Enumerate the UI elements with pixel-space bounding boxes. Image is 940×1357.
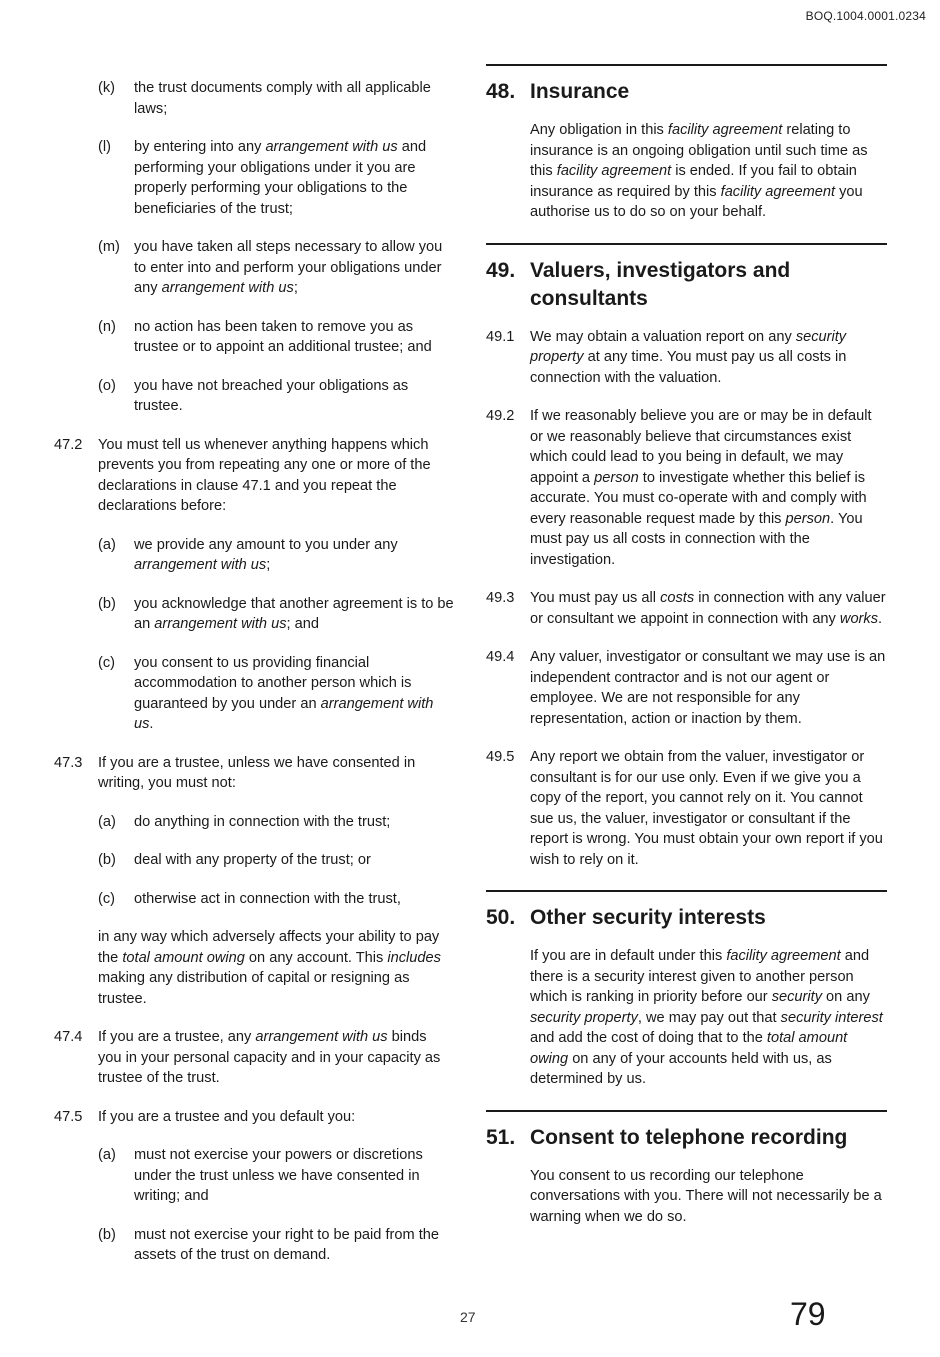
clause: [486, 588, 887, 629]
list-item-text: by entering into any arrangement with us and performing your obligations under it you are properly performing your obligations to the beneficiaries of the trust;: [134, 139, 427, 217]
clause-47-2: [54, 435, 454, 517]
clause-text: We may obtain a valuation report on any security property at any time. You must pay us all costs in connection with the valuation.: [530, 328, 847, 386]
section-body: If you are in default under this facility agreement and there is a security interest given to another person which is ranking in priority before our security on any security property, we may pay out that security interest and add the cost of doing that to the total amount owing on any of your accounts held with us, as determined by us.: [530, 948, 883, 1087]
list-item-text: deal with any property of the trust; or: [134, 852, 371, 868]
list-item-text: the trust documents comply with all applicable laws;: [134, 80, 431, 117]
clause-text: If you are a trustee, unless we have consented in writing, you must not:: [98, 754, 416, 791]
right-column: [486, 64, 887, 1247]
list-item-label: (c): [98, 890, 116, 907]
section-heading: [486, 1124, 887, 1152]
section-title: Insurance: [530, 80, 630, 103]
clause-47-5: [54, 1107, 454, 1128]
list-item-label: (b): [98, 595, 116, 612]
clause-text: You must tell us whenever anything happens which prevents you from repeating any one or more of the declarations in clause 47.1 and you repeat the declarations before:: [98, 436, 431, 514]
section-heading: [486, 904, 887, 932]
clause-471-continued-list: [54, 78, 454, 417]
list-item-text: you have taken all steps necessary to allow you to enter into and perform your obligations under any arrangement with us;: [134, 239, 443, 296]
page-number: 27: [460, 1309, 476, 1325]
section-number: 51.: [486, 1125, 516, 1149]
section-number: 49.: [486, 258, 516, 282]
section-title: Other security interests: [530, 906, 766, 929]
section-49-clauses: [486, 327, 887, 871]
list-item: [54, 137, 454, 219]
list-item-text: you have not breached your obligations as trustee.: [134, 377, 409, 414]
clause-number: 49.5: [486, 749, 515, 765]
section-48-insurance: [486, 64, 887, 223]
list-item: [54, 812, 454, 833]
clause-47-3-list: [54, 812, 454, 910]
clause-number: 49.3: [486, 590, 515, 606]
clause: [486, 747, 887, 870]
list-item: [54, 237, 454, 299]
section-49-valuers: [486, 243, 887, 871]
clause-number: 47.5: [54, 1108, 83, 1125]
clause-47-3-tail: in any way which adversely affects your ability to pay the total amount owing on any account. This includes making any distribution of capital or resigning as trustee.: [98, 929, 441, 1007]
list-item-label: (l): [98, 139, 111, 155]
clause-text: If you are a trustee, any arrangement with us binds you in your personal capacity and in your capacity as trustee of the trust.: [98, 1029, 441, 1086]
list-item-label: (a): [98, 813, 116, 830]
section-title: Valuers, investigators and consultants: [530, 258, 791, 310]
section-title: Consent to telephone recording: [530, 1125, 848, 1149]
clause-47-3: [54, 753, 454, 794]
list-item: [54, 1145, 454, 1207]
document-reference: BOQ.1004.0001.0234: [805, 9, 926, 23]
list-item: [54, 653, 454, 735]
clause-47-5-list: [54, 1145, 454, 1266]
list-item: [54, 850, 454, 871]
list-item-text: you consent to us providing financial accommodation to another person which is guaranteed by you under an arrangement with us.: [134, 654, 434, 732]
section-number: 50.: [486, 906, 516, 929]
list-item-label: (b): [98, 1226, 116, 1243]
clause-number: 49.2: [486, 408, 515, 424]
list-item-text: we provide any amount to you under any arrangement with us;: [134, 536, 398, 573]
list-item-label: (n): [98, 318, 116, 335]
list-item-text: must not exercise your right to be paid from the assets of the trust on demand.: [134, 1226, 439, 1263]
clause-text: Any valuer, investigator or consultant we may use is an independent contractor and is not our agent or employee. We are not responsible for any representation, action or inaction by them.: [530, 649, 886, 727]
section-51-telephone-recording: [486, 1110, 887, 1228]
clause-number: 49.4: [486, 649, 515, 665]
list-item-label: (c): [98, 654, 116, 671]
section-number: 48.: [486, 80, 516, 103]
list-item-label: (k): [98, 80, 116, 96]
list-item-text: you acknowledge that another agreement is to be an arrangement with us; and: [134, 595, 454, 632]
list-item: [54, 78, 454, 119]
list-item: [54, 889, 454, 910]
clause-text: You must pay us all costs in connection with any valuer or consultant we appoint in connection with any works.: [530, 590, 886, 627]
list-item: [54, 535, 454, 576]
list-item: [54, 376, 454, 417]
clause: [486, 327, 887, 389]
list-item-label: (a): [98, 536, 116, 553]
clause: [486, 406, 887, 570]
document-page-number: 79: [790, 1296, 826, 1332]
list-item: [54, 594, 454, 635]
list-item-label: (b): [98, 852, 116, 868]
section-heading: [486, 257, 887, 313]
clause-number: 49.1: [486, 328, 515, 345]
section-body: Any obligation in this facility agreement relating to insurance is an ongoing obligation until such time as this facility agreement is ended. If you fail to obtain insurance as required by this facility agreement you authorise us to do so on your behalf.: [530, 122, 868, 220]
list-item: [54, 1225, 454, 1266]
clause-47-2-list: [54, 535, 454, 735]
list-item: [54, 317, 454, 358]
section-body: You consent to us recording our telephone conversations with you. There will not necessarily be a warning when we do so.: [530, 1167, 882, 1225]
list-item-label: (m): [98, 239, 120, 255]
list-item-text: otherwise act in connection with the trust,: [134, 890, 401, 907]
clause-text: If we reasonably believe you are or may be in default or we reasonably believe that circumstances exist which could lead to you being in default, we may appoint a person to investigate whether this belief is accurate. You must co-operate with and comply with every reasonable request made by this person. You must pay us all costs in connection with the investigation.: [530, 408, 872, 568]
list-item-label: (o): [98, 377, 116, 394]
clause-number: 47.3: [54, 754, 83, 771]
clause-47-4: [54, 1027, 454, 1089]
clause-text: Any report we obtain from the valuer, investigator or consultant is for our use only. Even if we give you a copy of the report, you cannot rely on it. You cannot sue us, the valuer, investigator or consultant if the report is wrong. You must obtain your own report if you wish to rely on it.: [530, 749, 883, 868]
list-item-text: no action has been taken to remove you as trustee or to appoint an additional trustee; and: [134, 318, 432, 355]
clause: [486, 647, 887, 729]
clause-number: 47.2: [54, 436, 83, 453]
section-50-other-security: [486, 890, 887, 1090]
list-item-label: (a): [98, 1147, 116, 1163]
section-heading: [486, 78, 887, 106]
list-item-text: must not exercise your powers or discretions under the trust unless we have consented in writing; and: [134, 1147, 423, 1204]
clause-text: If you are a trustee and you default you:: [98, 1108, 356, 1125]
left-column: [54, 78, 454, 1284]
clause-number: 47.4: [54, 1029, 83, 1045]
list-item-text: do anything in connection with the trust;: [134, 813, 391, 830]
